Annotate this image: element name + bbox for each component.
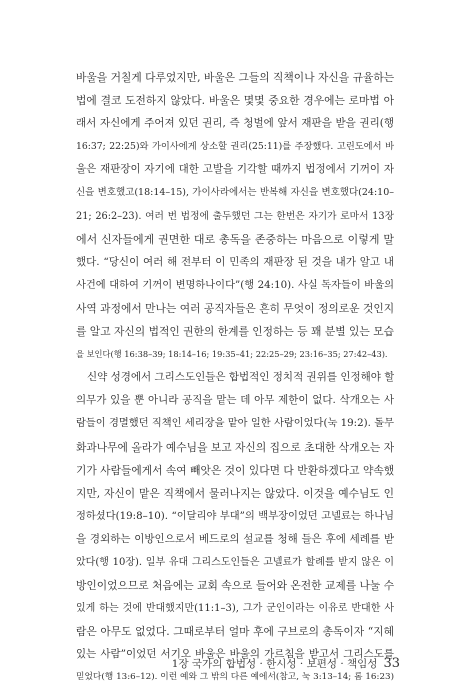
text-line: 있게 하는 것에 반대했지만(11:1–3), 그가 군인이라는 이유로 반대한 사: [76, 603, 394, 615]
text-line: 사역 과정에서 만나는 여러 공직자들은 흔히 무엇이 정의로운 것인지: [76, 301, 394, 315]
page-number: 33: [383, 656, 400, 671]
text-line: 을 경외하는 이방인으로서 베드로의 설교를 청해 들은 후에 세례를 받: [76, 532, 394, 545]
text-line: 믿었다(행 13:6–12). 이런 예와 그 밖의 다른 예에서(참고, 눅 3:13–14; 롬 16:23): [76, 672, 394, 683]
text-line: 람들이 경멸했던 직책인 세리장을 맡아 일한 사람이었다(눅 19:2). 돌무: [76, 417, 394, 430]
text-line: 래서 자신에게 주어져 있던 권리, 즉 청벌에 앞서 재판을 받을 권리(행: [76, 117, 394, 130]
text-line: 21; 26:2–23). 여러 번 법정에 출두했던 그는 한번은 자기가 로마서 13장: [76, 210, 394, 222]
page-footer: [172, 656, 400, 671]
text-line: 를 알고 자신의 법적인 권한의 한계를 인정하는 등 꽤 분별 있는 모습: [76, 325, 394, 339]
text-line: 법에 결코 도전하지 않았다. 바울은 몇몇 중요한 경우에는 로마법 아: [76, 94, 394, 108]
text-line: 았다(행 10장). 일부 유대 그리스도인들은 고넬료가 할례를 받지 않은 이: [76, 556, 394, 568]
text-line: 울은 재판장이 자기에 대한 고발을 기각할 때까지 법정에서 기꺼이 자: [76, 163, 394, 176]
text-line: 방인이었으므로 처음에는 교회 속으로 들어와 온전한 교제를 나눌 수: [76, 579, 394, 593]
running-head: 1장 국가의 합법성 · 한시성 · 보편성 · 책임성: [171, 658, 378, 670]
paragraph-start-line: 신약 성경에서 그리스도인들은 합법적인 정치적 권위를 인정해야 할: [87, 371, 394, 384]
text-line: 지만, 자신이 맡은 직책에서 물러나지는 않았다. 이것을 예수님도 인: [76, 486, 394, 500]
text-line: 사건에 대하여 기꺼이 변명하나이다”(행 24:10). 사실 독자들이 바울의: [76, 278, 394, 291]
text-line: 16:37; 22:25)와 가이사에게 상소할 권리(25:11)를 주장했다. 고린도에서 바: [76, 141, 394, 153]
text-line: 화과나무에 올라가 예수님을 보고 자신의 집으로 초대한 삭개오는 자: [76, 440, 394, 454]
text-line: 람은 아무도 없었다. 그때로부터 얼마 후에 구브로의 총독이자 “지혜: [76, 625, 394, 639]
text-line: 의무가 있을 뿐 아니라 공직을 맡는 데 아무 제한이 없다. 삭개오는 사: [76, 394, 394, 407]
text-line: 기가 사람들에게서 속여 빼앗은 것이 있다면 다 반환하겠다고 약속했: [76, 463, 394, 477]
text-line: 있는 사람”이었던 서기오 바울은 바울의 가르침을 받고서 그리스도를: [76, 648, 394, 661]
text-line: 했다. “당신이 여러 해 전부터 이 민족의 재판장 된 것을 내가 알고 내: [76, 255, 394, 268]
text-line: 정하셨다(19:8–10). “이달리야 부대”의 백부장이었던 고넬료는 하나님: [76, 509, 394, 522]
body-text: [76, 66, 394, 690]
text-line: 바울을 거칠게 다루었지만, 바울은 그들의 직책이나 자신을 규율하는: [76, 71, 394, 84]
text-line: 신을 변호했고(18:14–15), 가이사라에서는 반복해 자신을 변호했다(24:10–: [76, 187, 394, 199]
text-line: 에서 신자들에게 권면한 대로 총독을 존중하는 마음으로 이렇게 말: [76, 232, 394, 246]
paragraph-end-line: 을 보인다(행 16:38–39; 18:14–16; 19:35–41; 22:25–29; 23:16–35; 27:42–43).: [76, 349, 388, 360]
